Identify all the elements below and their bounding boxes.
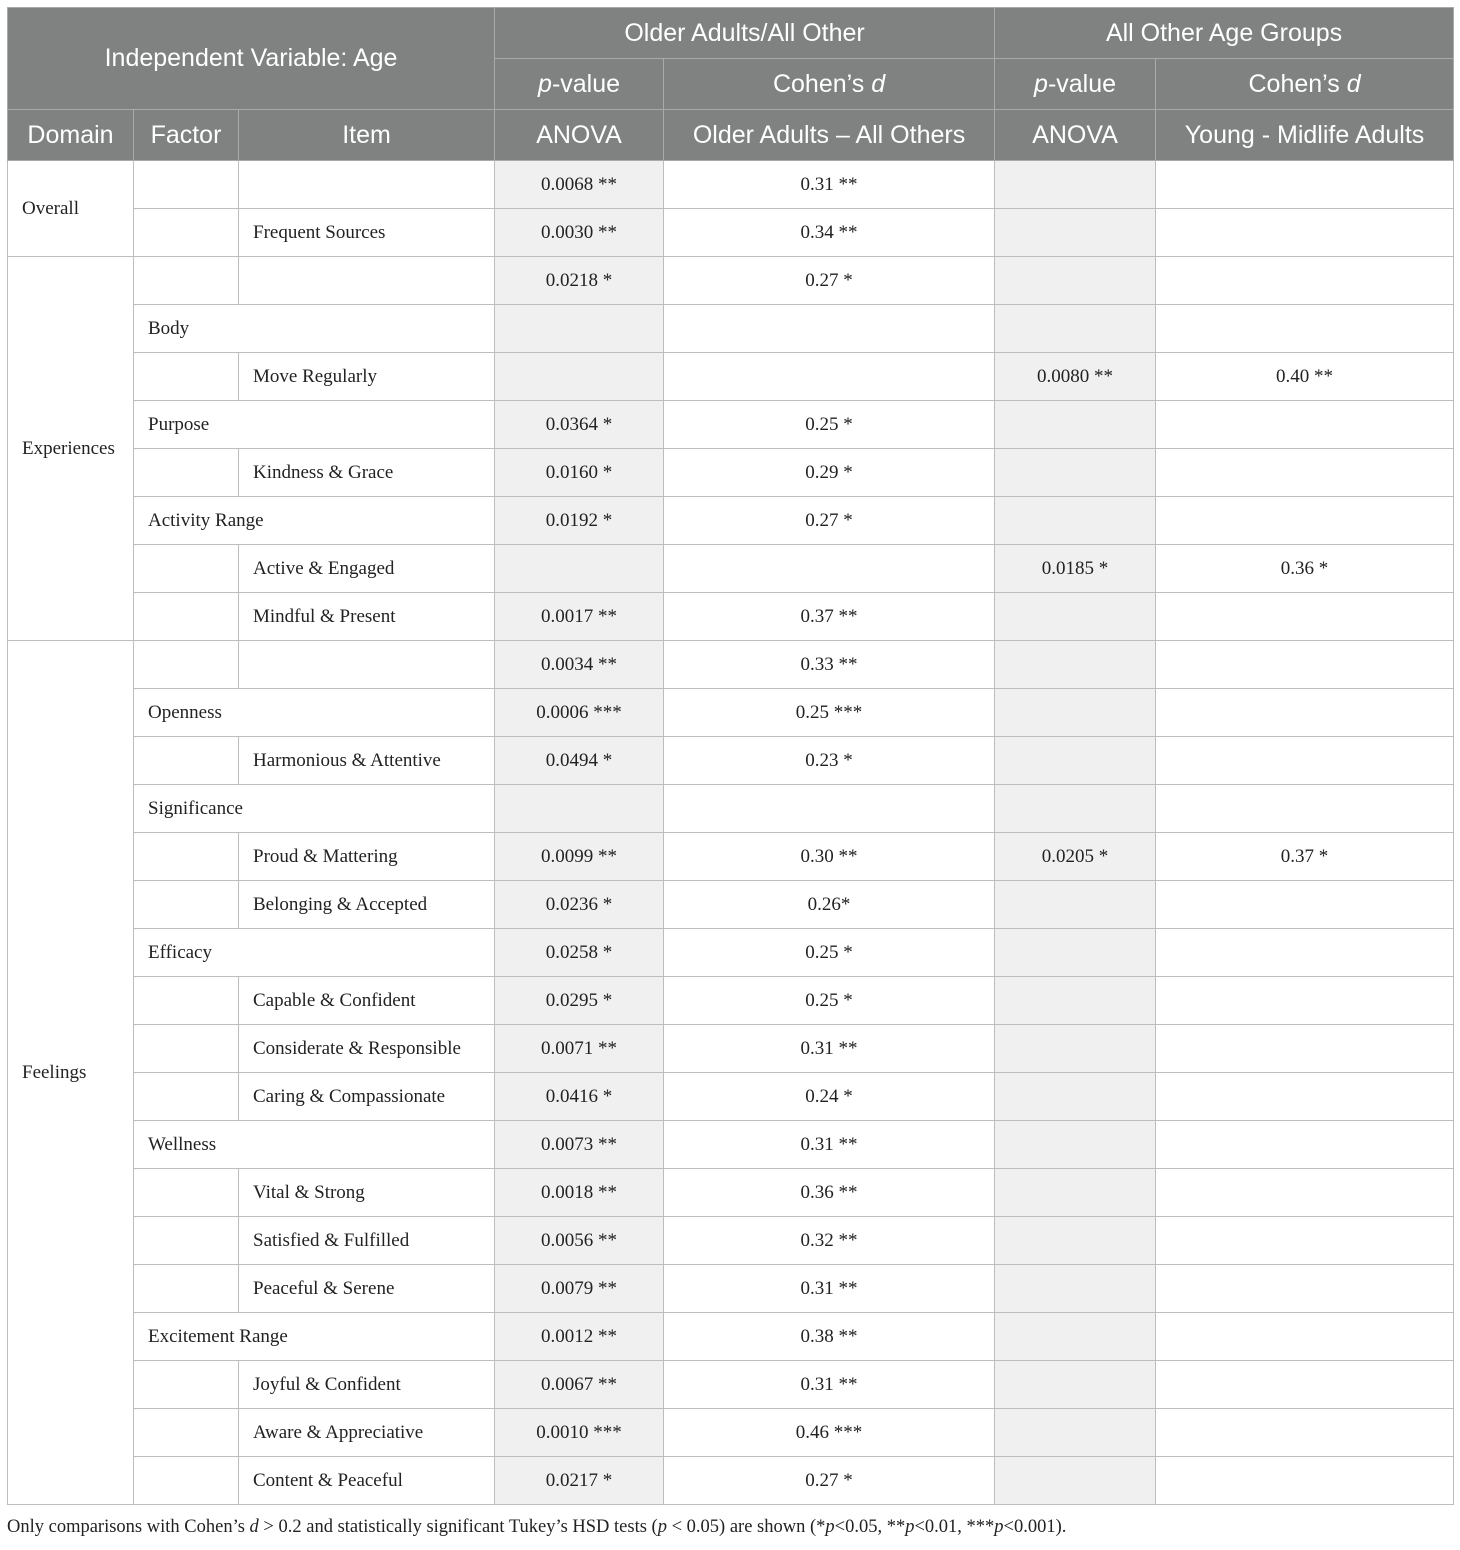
group2-cohen-d-cell — [1156, 1121, 1454, 1169]
group2-cohen-d-cell — [1156, 785, 1454, 833]
group2-anova-header: ANOVA — [995, 110, 1156, 161]
cohen-label: Cohen’s — [1248, 69, 1347, 98]
table-header — [8, 8, 1454, 161]
group1-pvalue-cell: 0.0364 * — [495, 401, 664, 449]
group2-pvalue-cell — [995, 929, 1156, 977]
group2-cohen-d-cell — [1156, 449, 1454, 497]
item-cell: Aware & Appreciative — [239, 1409, 495, 1457]
group2-pvalue-cell — [995, 1457, 1156, 1505]
group1-cohen-d-cell: 0.34 ** — [664, 209, 995, 257]
d-symbol: d — [871, 69, 886, 98]
item-cell: Capable & Confident — [239, 977, 495, 1025]
group2-pvalue-cell — [995, 1121, 1156, 1169]
table-row — [8, 305, 1454, 353]
table-row — [8, 1025, 1454, 1073]
group2-cohen-d-cell — [1156, 401, 1454, 449]
domain-cell: Experiences — [8, 257, 134, 641]
table-row — [8, 689, 1454, 737]
factor-cell — [134, 1217, 239, 1265]
group2-cohen-d-cell — [1156, 1025, 1454, 1073]
item-cell — [239, 161, 495, 209]
item-cell: Satisfied & Fulfilled — [239, 1217, 495, 1265]
group1-cohen-d-cell: 0.31 ** — [664, 1265, 995, 1313]
group1-cohen-d-cell: 0.25 * — [664, 401, 995, 449]
table-row — [8, 833, 1454, 881]
table-row — [8, 929, 1454, 977]
footnote-p: p — [657, 1517, 667, 1537]
group2-pvalue-cell — [995, 1361, 1156, 1409]
item-cell: Belonging & Accepted — [239, 881, 495, 929]
group2-cohen-d-cell — [1156, 977, 1454, 1025]
group1-pvalue-cell: 0.0071 ** — [495, 1025, 664, 1073]
group1-cohen-d-cell: 0.33 ** — [664, 641, 995, 689]
group1-cohen-d-cell — [664, 545, 995, 593]
group1-pvalue-cell — [495, 785, 664, 833]
group2-cohen-d-cell — [1156, 1265, 1454, 1313]
factor-cell — [134, 641, 239, 689]
item-cell: Content & Peaceful — [239, 1457, 495, 1505]
table-row — [8, 209, 1454, 257]
group1-cohen-d-cell — [664, 305, 995, 353]
item-cell — [239, 257, 495, 305]
table-row — [8, 1409, 1454, 1457]
factor-cell: Body — [134, 305, 495, 353]
group2-pvalue-cell — [995, 401, 1156, 449]
table-row — [8, 1217, 1454, 1265]
group1-pvalue-cell: 0.0073 ** — [495, 1121, 664, 1169]
factor-column-header: Factor — [134, 110, 239, 161]
group2-cohen-d-cell — [1156, 257, 1454, 305]
table-row — [8, 1265, 1454, 1313]
group1-cohen-d-cell: 0.31 ** — [664, 1121, 995, 1169]
group2-pvalue-cell — [995, 785, 1156, 833]
group2-pvalue-cell — [995, 257, 1156, 305]
group2-pvalue-cell: 0.0185 * — [995, 545, 1156, 593]
independent-variable-header: Independent Variable: Age — [8, 8, 495, 110]
factor-cell — [134, 257, 239, 305]
factor-cell: Activity Range — [134, 497, 495, 545]
group2-pvalue-cell — [995, 209, 1156, 257]
table-row — [8, 1313, 1454, 1361]
table-footnote — [7, 1517, 1453, 1538]
group1-cohen-d-cell: 0.25 * — [664, 929, 995, 977]
table-row — [8, 161, 1454, 209]
group2-cohen-d-cell — [1156, 1361, 1454, 1409]
footnote-p: p — [825, 1517, 835, 1537]
table-row — [8, 257, 1454, 305]
group2-cohen-header — [1156, 59, 1454, 110]
factor-cell — [134, 881, 239, 929]
group1-pvalue-cell: 0.0160 * — [495, 449, 664, 497]
table-row — [8, 881, 1454, 929]
group1-pvalue-cell — [495, 353, 664, 401]
table-row — [8, 1121, 1454, 1169]
group1-pvalue-cell: 0.0010 *** — [495, 1409, 664, 1457]
group2-cohen-d-cell — [1156, 1169, 1454, 1217]
factor-cell: Wellness — [134, 1121, 495, 1169]
group1-pvalue-cell: 0.0030 ** — [495, 209, 664, 257]
group1-pvalue-cell: 0.0416 * — [495, 1073, 664, 1121]
table-row — [8, 353, 1454, 401]
item-cell: Considerate & Responsible — [239, 1025, 495, 1073]
group1-cohen-d-cell: 0.31 ** — [664, 161, 995, 209]
group1-pvalue-cell: 0.0056 ** — [495, 1217, 664, 1265]
factor-cell — [134, 1073, 239, 1121]
item-cell: Proud & Mattering — [239, 833, 495, 881]
group2-cohen-d-cell: 0.40 ** — [1156, 353, 1454, 401]
group1-pvalue-cell: 0.0012 ** — [495, 1313, 664, 1361]
table-row — [8, 1073, 1454, 1121]
item-cell — [239, 641, 495, 689]
factor-cell: Purpose — [134, 401, 495, 449]
factor-cell — [134, 1169, 239, 1217]
pvalue-label: -value — [1047, 69, 1117, 98]
item-cell: Kindness & Grace — [239, 449, 495, 497]
factor-cell — [134, 1025, 239, 1073]
group1-pvalue-cell: 0.0192 * — [495, 497, 664, 545]
group1-cohen-d-cell: 0.32 ** — [664, 1217, 995, 1265]
group2-pvalue-cell — [995, 497, 1156, 545]
table-row — [8, 593, 1454, 641]
group1-cohen-d-cell: 0.25 *** — [664, 689, 995, 737]
group2-cohen-d-cell — [1156, 689, 1454, 737]
group2-pvalue-cell — [995, 1217, 1156, 1265]
group1-cohen-d-cell: 0.25 * — [664, 977, 995, 1025]
table-row — [8, 497, 1454, 545]
footnote-text: > 0.2 and statistically significant Tukey’s HSD tests ( — [258, 1517, 658, 1537]
table-row — [8, 449, 1454, 497]
table-row — [8, 1169, 1454, 1217]
group1-pvalue-cell: 0.0236 * — [495, 881, 664, 929]
comparison1-header: Older Adults – All Others — [664, 110, 995, 161]
group1-pvalue-cell: 0.0079 ** — [495, 1265, 664, 1313]
group2-header: All Other Age Groups — [995, 8, 1454, 59]
group1-cohen-d-cell: 0.27 * — [664, 257, 995, 305]
factor-cell — [134, 209, 239, 257]
group1-pvalue-cell: 0.0494 * — [495, 737, 664, 785]
group2-pvalue-cell — [995, 1313, 1156, 1361]
footnote-d: d — [249, 1517, 259, 1537]
group2-cohen-d-cell — [1156, 1313, 1454, 1361]
item-cell: Active & Engaged — [239, 545, 495, 593]
group1-pvalue-cell: 0.0295 * — [495, 977, 664, 1025]
group2-cohen-d-cell — [1156, 1457, 1454, 1505]
factor-cell — [134, 1361, 239, 1409]
group2-cohen-d-cell — [1156, 161, 1454, 209]
factor-cell — [134, 977, 239, 1025]
factor-cell: Openness — [134, 689, 495, 737]
group1-pvalue-cell — [495, 305, 664, 353]
group2-pvalue-cell — [995, 449, 1156, 497]
footnote-text: <0.001). — [1003, 1517, 1067, 1537]
footnote-p: p — [994, 1517, 1004, 1537]
item-column-header: Item — [239, 110, 495, 161]
p-symbol: p — [1034, 69, 1048, 98]
factor-cell: Efficacy — [134, 929, 495, 977]
group1-pvalue-cell: 0.0006 *** — [495, 689, 664, 737]
group2-pvalue-cell — [995, 593, 1156, 641]
group1-pvalue-cell: 0.0218 * — [495, 257, 664, 305]
group2-cohen-d-cell — [1156, 593, 1454, 641]
factor-cell: Significance — [134, 785, 495, 833]
group2-pvalue-cell — [995, 1073, 1156, 1121]
group2-cohen-d-cell: 0.37 * — [1156, 833, 1454, 881]
results-table — [7, 7, 1454, 1505]
group1-pvalue-cell: 0.0258 * — [495, 929, 664, 977]
group1-cohen-d-cell: 0.26* — [664, 881, 995, 929]
group1-cohen-d-cell — [664, 353, 995, 401]
group2-cohen-d-cell — [1156, 1073, 1454, 1121]
group1-cohen-d-cell: 0.38 ** — [664, 1313, 995, 1361]
group1-cohen-d-cell: 0.27 * — [664, 1457, 995, 1505]
factor-cell — [134, 737, 239, 785]
table-row — [8, 785, 1454, 833]
group1-pvalue-cell: 0.0068 ** — [495, 161, 664, 209]
group1-header: Older Adults/All Other — [495, 8, 995, 59]
cohen-label: Cohen’s — [772, 69, 872, 98]
group2-cohen-d-cell: 0.36 * — [1156, 545, 1454, 593]
group1-anova-header: ANOVA — [495, 110, 664, 161]
factor-cell — [134, 353, 239, 401]
factor-cell: Excitement Range — [134, 1313, 495, 1361]
group2-pvalue-cell — [995, 641, 1156, 689]
p-symbol: p — [538, 69, 552, 98]
group2-pvalue-cell — [995, 1169, 1156, 1217]
group1-cohen-d-cell: 0.27 * — [664, 497, 995, 545]
item-cell: Peaceful & Serene — [239, 1265, 495, 1313]
table-body — [8, 161, 1454, 1505]
table-row — [8, 737, 1454, 785]
group2-pvalue-cell — [995, 689, 1156, 737]
footnote-p: p — [905, 1517, 915, 1537]
group1-cohen-d-cell: 0.37 ** — [664, 593, 995, 641]
factor-cell — [134, 1457, 239, 1505]
group1-pvalue-cell: 0.0017 ** — [495, 593, 664, 641]
item-cell: Caring & Compassionate — [239, 1073, 495, 1121]
footnote-text: <0.01, *** — [914, 1517, 995, 1537]
group1-cohen-d-cell: 0.24 * — [664, 1073, 995, 1121]
factor-cell — [134, 593, 239, 641]
group1-pvalue-cell: 0.0018 ** — [495, 1169, 664, 1217]
comparison2-header: Young - Midlife Adults — [1156, 110, 1454, 161]
group2-cohen-d-cell — [1156, 305, 1454, 353]
group1-cohen-d-cell: 0.31 ** — [664, 1025, 995, 1073]
group2-pvalue-cell — [995, 881, 1156, 929]
table-row — [8, 977, 1454, 1025]
group1-pvalue-header — [495, 59, 664, 110]
d-symbol: d — [1346, 69, 1361, 98]
group1-cohen-d-cell: 0.30 ** — [664, 833, 995, 881]
group1-cohen-d-cell: 0.46 *** — [664, 1409, 995, 1457]
group1-pvalue-cell: 0.0099 ** — [495, 833, 664, 881]
item-cell: Frequent Sources — [239, 209, 495, 257]
group1-cohen-d-cell — [664, 785, 995, 833]
group2-pvalue-cell — [995, 737, 1156, 785]
group2-pvalue-cell — [995, 1265, 1156, 1313]
item-cell: Move Regularly — [239, 353, 495, 401]
table-row — [8, 641, 1454, 689]
group1-pvalue-cell — [495, 545, 664, 593]
table-row — [8, 1361, 1454, 1409]
item-cell: Vital & Strong — [239, 1169, 495, 1217]
group2-cohen-d-cell — [1156, 1409, 1454, 1457]
table-row — [8, 545, 1454, 593]
results-table-container — [7, 7, 1453, 1505]
domain-column-header: Domain — [8, 110, 134, 161]
group2-pvalue-cell — [995, 161, 1156, 209]
group2-pvalue-cell — [995, 1025, 1156, 1073]
group2-cohen-d-cell — [1156, 641, 1454, 689]
factor-cell — [134, 1409, 239, 1457]
item-cell: Mindful & Present — [239, 593, 495, 641]
group2-cohen-d-cell — [1156, 929, 1454, 977]
group2-pvalue-header — [995, 59, 1156, 110]
group2-cohen-d-cell — [1156, 737, 1454, 785]
item-cell: Joyful & Confident — [239, 1361, 495, 1409]
group2-cohen-d-cell — [1156, 209, 1454, 257]
factor-cell — [134, 449, 239, 497]
pvalue-label: -value — [551, 69, 621, 98]
group1-cohen-d-cell: 0.31 ** — [664, 1361, 995, 1409]
group2-cohen-d-cell — [1156, 497, 1454, 545]
table-row — [8, 401, 1454, 449]
factor-cell — [134, 1265, 239, 1313]
domain-cell: Overall — [8, 161, 134, 257]
group1-pvalue-cell: 0.0034 ** — [495, 641, 664, 689]
group1-cohen-d-cell: 0.23 * — [664, 737, 995, 785]
factor-cell — [134, 833, 239, 881]
item-cell: Harmonious & Attentive — [239, 737, 495, 785]
footnote-text: <0.05, ** — [834, 1517, 906, 1537]
group2-cohen-d-cell — [1156, 1217, 1454, 1265]
group2-pvalue-cell — [995, 977, 1156, 1025]
group2-cohen-d-cell — [1156, 881, 1454, 929]
factor-cell — [134, 161, 239, 209]
domain-cell: Feelings — [8, 641, 134, 1505]
group2-pvalue-cell: 0.0205 * — [995, 833, 1156, 881]
factor-cell — [134, 545, 239, 593]
group2-pvalue-cell — [995, 1409, 1156, 1457]
group1-pvalue-cell: 0.0067 ** — [495, 1361, 664, 1409]
group2-pvalue-cell: 0.0080 ** — [995, 353, 1156, 401]
group2-pvalue-cell — [995, 305, 1156, 353]
footnote-text: Only comparisons with Cohen’s — [7, 1517, 250, 1537]
group1-cohen-header — [664, 59, 995, 110]
footnote-text: < 0.05) are shown (* — [666, 1517, 826, 1537]
group1-pvalue-cell: 0.0217 * — [495, 1457, 664, 1505]
group1-cohen-d-cell: 0.29 * — [664, 449, 995, 497]
group1-cohen-d-cell: 0.36 ** — [664, 1169, 995, 1217]
table-row — [8, 1457, 1454, 1505]
